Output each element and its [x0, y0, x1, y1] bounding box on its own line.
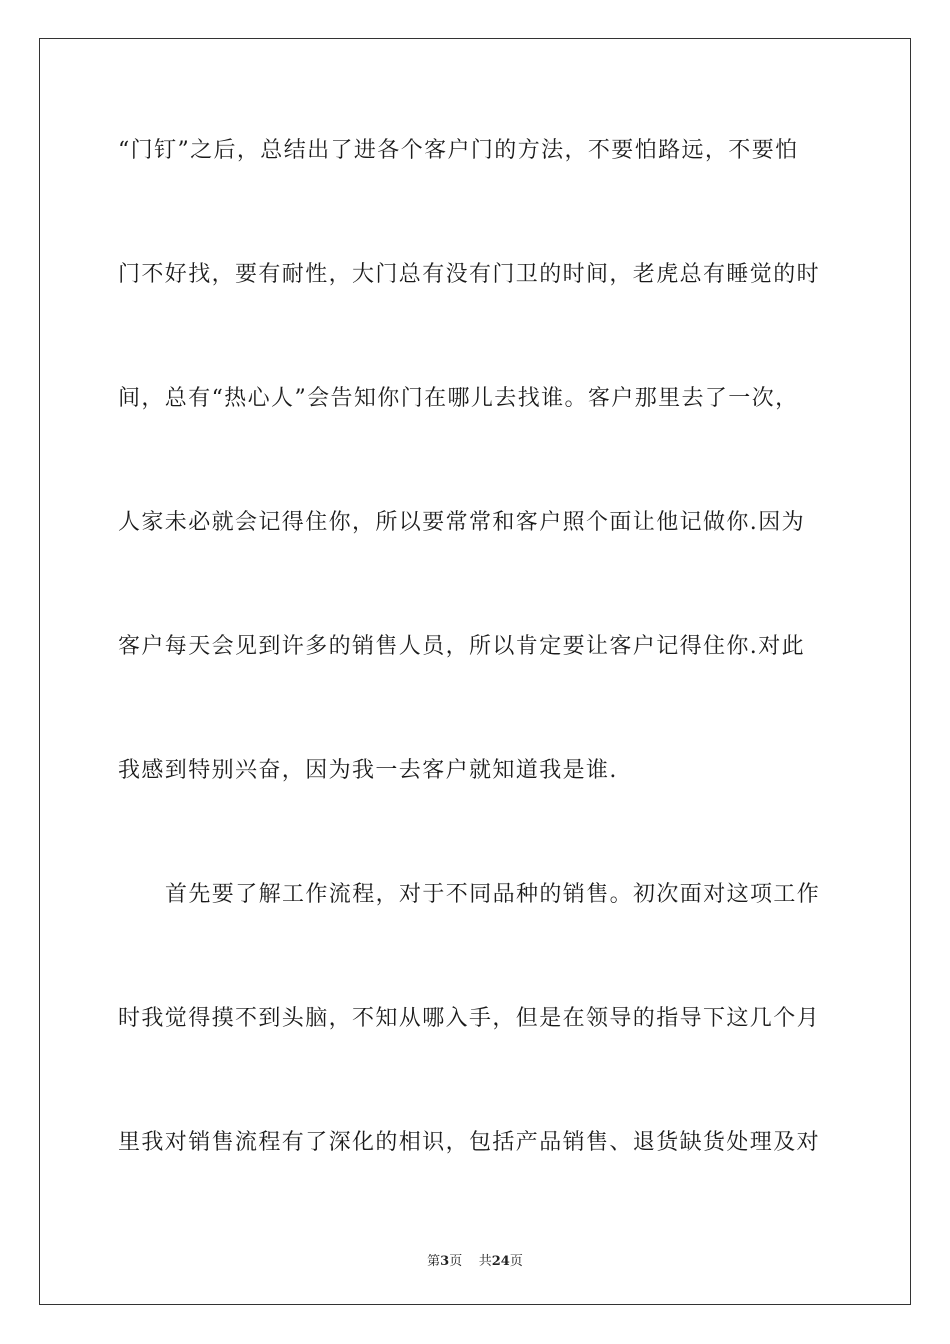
text-line: 门不好找，要有耐性，大门总有没有门卫的时间，老虎总有睡觉的时 — [118, 262, 821, 287]
page-number: 3 — [440, 1254, 450, 1269]
page-border — [39, 38, 911, 1305]
text-line: 人家未必就会记得住你，所以要常常和客户照个面让他记做你.因为 — [118, 510, 805, 535]
text-line: 客户每天会见到许多的销售人员，所以肯定要让客户记得住你.对此 — [118, 634, 805, 659]
text-line: 时我觉得摸不到头脑，不知从哪入手，但是在领导的指导下这几个月 — [118, 1006, 821, 1031]
page-unit: 页 — [449, 1254, 463, 1269]
page-footer — [0, 1250, 950, 1269]
page-prefix: 第 — [427, 1254, 441, 1269]
text-line: “门钉”之后，总结出了进各个客户门的方法，不要怕路远，不要怕 — [118, 138, 799, 163]
page-total: 24 — [491, 1254, 510, 1269]
text-line: 里我对销售流程有了深化的相识，包括产品销售、退货缺货处理及对 — [118, 1130, 821, 1155]
total-unit: 页 — [509, 1254, 523, 1269]
total-prefix: 共 — [478, 1254, 492, 1269]
paragraph-first-line: 首先要了解工作流程，对于不同品种的销售。初次面对这项工作 — [165, 882, 821, 907]
text-line: 间，总有“热心人”会告知你门在哪儿去找谁。客户那里去了一次， — [118, 386, 799, 411]
text-line: 我感到特别兴奋，因为我一去客户就知道我是谁. — [118, 758, 618, 783]
